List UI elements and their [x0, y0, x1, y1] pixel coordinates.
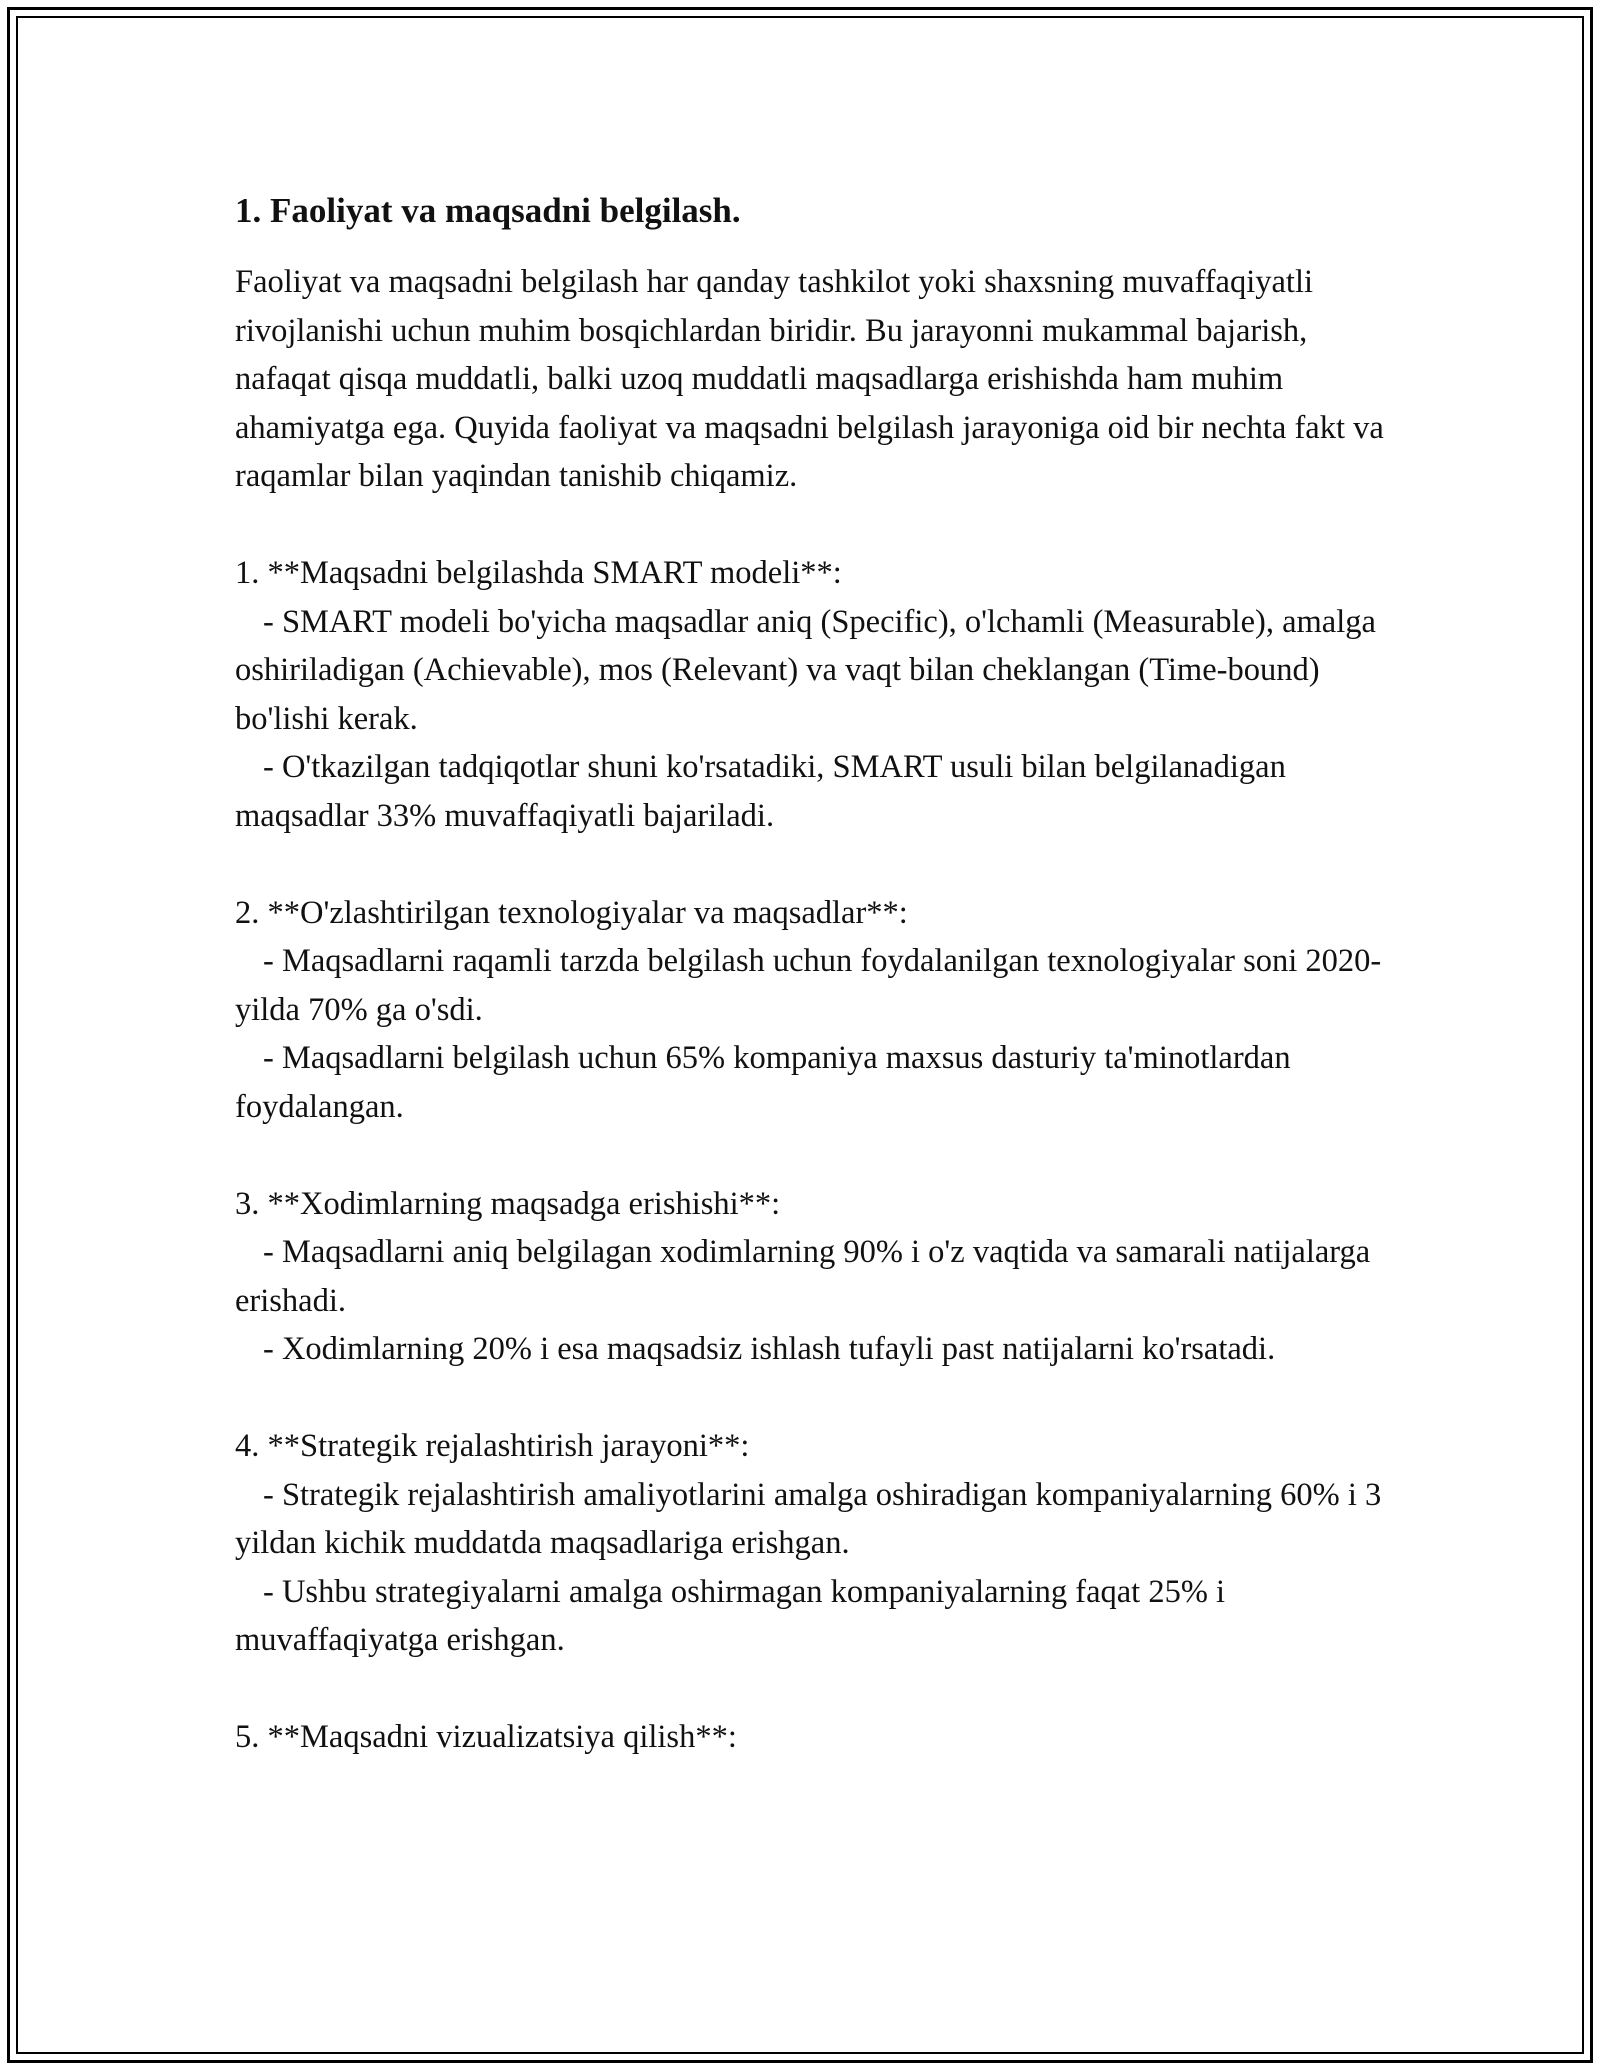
bullet-text: - O'tkazilgan tadqiqotlar shuni ko'rsatadiki, SMART usuli bilan belgilanadigan maqsadlar 33% muvaffaqiyatli bajariladi.: [235, 749, 1286, 834]
section-3: [235, 1180, 1385, 1374]
intro-paragraph: Faoliyat va maqsadni belgilash har qanday tashkilot yoki shaxsning muvaffaqiyatli rivojlanishi uchun muhim bosqichlardan biridir. Bu jarayonni mukammal bajarish, nafaqat qisqa muddatli, balki uzoq muddatli maqsadlarga erishishda ham muhim ahamiyatga ega. Quyida faoliyat va maqsadni belgilash jarayoniga oid bir nechta fakt va raqamlar bilan yaqindan tanishib chiqamiz.: [235, 264, 1384, 494]
section-4: [235, 1422, 1385, 1665]
section-bullet: [235, 1325, 1385, 1374]
bullet-text: - Maqsadlarni belgilash uchun 65% kompaniya maxsus dasturiy ta'minotlardan foydalangan.: [235, 1040, 1291, 1125]
bullet-text: - SMART modeli bo'yicha maqsadlar aniq (Specific), o'lchamli (Measurable), amalga oshiriladigan (Achievable), mos (Relevant) va vaqt bilan cheklangan (Time-bound) bo'lishi kerak.: [235, 603, 1376, 737]
document-heading: 1. Faoliyat va maqsadni belgilash.: [235, 191, 741, 230]
section-1: [235, 549, 1385, 840]
bullet-text: - Maqsadlarni raqamli tarzda belgilash uchun foydalanilgan texnologiyalar soni 2020-yilda 70% ga o'sdi.: [235, 943, 1382, 1028]
section-2: [235, 889, 1385, 1132]
section-bullet: [235, 1568, 1385, 1665]
section-title: 5. **Maqsadni vizualizatsiya qilish**:: [235, 1719, 737, 1755]
section-title: 1. **Maqsadni belgilashda SMART modeli**:: [235, 555, 842, 591]
bullet-text: - Strategik rejalashtirish amaliyotlarini amalga oshiradigan kompaniyalarning 60% i 3 yildan kichik muddatda maqsadlariga erishgan.: [235, 1476, 1382, 1561]
section-bullet: [235, 1471, 1385, 1568]
section-title: 2. **O'zlashtirilgan texnologiyalar va maqsadlar**:: [235, 894, 908, 931]
document-body: [235, 186, 1385, 1762]
section-bullet: [235, 937, 1385, 1034]
bullet-text: - Xodimlarning 20% i esa maqsadsiz ishlash tufayli past natijalarni ko'rsatadi.: [263, 1331, 1276, 1367]
section-bullet: [235, 1228, 1385, 1325]
bullet-text: - Maqsadlarni aniq belgilagan xodimlarning 90% i o'z vaqtida va samarali natijalarga erishadi.: [235, 1234, 1371, 1319]
section-5: [235, 1713, 1385, 1762]
section-bullet: [235, 1034, 1385, 1131]
section-title: 3. **Xodimlarning maqsadga erishishi**:: [235, 1185, 781, 1222]
section-title: 4. **Strategik rejalashtirish jarayoni**:: [235, 1428, 750, 1464]
bullet-text: - Ushbu strategiyalarni amalga oshirmagan kompaniyalarning faqat 25% i muvaffaqiyatga erishgan.: [235, 1573, 1226, 1658]
section-bullet: [235, 598, 1385, 744]
section-bullet: [235, 743, 1385, 840]
